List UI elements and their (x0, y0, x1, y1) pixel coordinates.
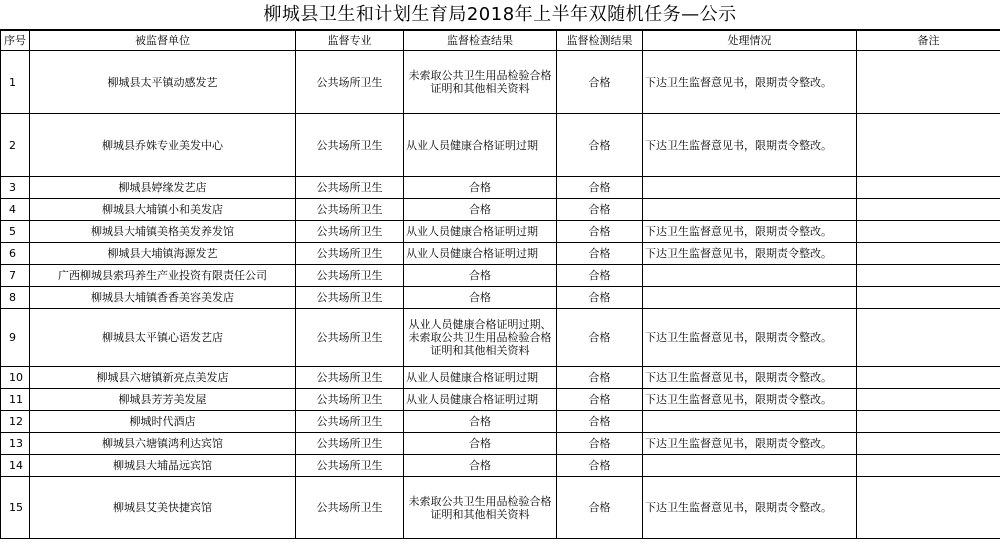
cell-detect[interactable]: 合格 (557, 367, 643, 389)
cell-no[interactable]: 14 (1, 455, 30, 477)
cell-major[interactable]: 公共场所卫生 (296, 367, 404, 389)
header-inspect[interactable]: 监督检查结果 (404, 31, 557, 51)
cell-detect[interactable]: 合格 (557, 433, 643, 455)
cell-remark[interactable] (857, 51, 1000, 114)
cell-handle[interactable] (643, 411, 857, 433)
cell-major[interactable]: 公共场所卫生 (296, 433, 404, 455)
cell-detect[interactable]: 合格 (557, 287, 643, 309)
cell-major[interactable]: 公共场所卫生 (296, 177, 404, 199)
cell-inspect[interactable]: 从业人员健康合格证明过期 (404, 221, 557, 243)
table-row (1, 309, 1000, 367)
cell-unit[interactable]: 柳城县大埔晶远宾馆 (30, 455, 296, 477)
cell-handle[interactable]: 下达卫生监督意见书，限期责令整改。 (643, 433, 857, 455)
cell-major[interactable]: 公共场所卫生 (296, 243, 404, 265)
cell-unit[interactable]: 柳城县芳芳美发屋 (30, 389, 296, 411)
table-row (1, 199, 1000, 221)
cell-inspect[interactable]: 合格 (404, 265, 557, 287)
cell-detect[interactable]: 合格 (557, 477, 643, 539)
cell-inspect[interactable]: 合格 (404, 287, 557, 309)
header-no[interactable]: 序号 (1, 31, 30, 51)
cell-unit[interactable]: 柳城县大埔镇小和美发店 (30, 199, 296, 221)
cell-remark[interactable] (857, 367, 1000, 389)
inspection-table (0, 30, 1000, 539)
cell-remark[interactable] (857, 177, 1000, 199)
cell-remark[interactable] (857, 411, 1000, 433)
cell-remark[interactable] (857, 265, 1000, 287)
cell-handle[interactable]: 下达卫生监督意见书，限期责令整改。 (643, 51, 857, 114)
table-row (1, 477, 1000, 539)
cell-no[interactable]: 12 (1, 411, 30, 433)
cell-no[interactable]: 7 (1, 265, 30, 287)
table-row (1, 221, 1000, 243)
cell-remark[interactable] (857, 287, 1000, 309)
cell-no[interactable]: 10 (1, 367, 30, 389)
header-row (1, 31, 1000, 51)
cell-no[interactable]: 5 (1, 221, 30, 243)
cell-inspect[interactable]: 合格 (404, 199, 557, 221)
table-row (1, 177, 1000, 199)
cell-unit[interactable]: 柳城时代酒店 (30, 411, 296, 433)
cell-detect[interactable]: 合格 (557, 265, 643, 287)
table-row (1, 433, 1000, 455)
cell-handle[interactable]: 下达卫生监督意见书，限期责令整改。 (643, 367, 857, 389)
table-row (1, 367, 1000, 389)
cell-unit[interactable]: 广西柳城县索玛养生产业投资有限责任公司 (30, 265, 296, 287)
cell-remark[interactable] (857, 221, 1000, 243)
cell-inspect[interactable]: 合格 (404, 177, 557, 199)
cell-remark[interactable] (857, 199, 1000, 221)
cell-handle[interactable] (643, 455, 857, 477)
cell-no[interactable]: 3 (1, 177, 30, 199)
table-row (1, 114, 1000, 177)
cell-major[interactable]: 公共场所卫生 (296, 389, 404, 411)
cell-remark[interactable] (857, 243, 1000, 265)
cell-handle[interactable] (643, 287, 857, 309)
cell-inspect[interactable]: 从业人员健康合格证明过期 (404, 114, 557, 177)
cell-detect[interactable]: 合格 (557, 221, 643, 243)
cell-major[interactable]: 公共场所卫生 (296, 411, 404, 433)
cell-major[interactable]: 公共场所卫生 (296, 199, 404, 221)
cell-unit[interactable]: 柳城县乔姝专业美发中心 (30, 114, 296, 177)
cell-remark[interactable] (857, 114, 1000, 177)
table-row (1, 287, 1000, 309)
cell-handle[interactable]: 下达卫生监督意见书，限期责令整改。 (643, 243, 857, 265)
cell-handle[interactable]: 下达卫生监督意见书，限期责令整改。 (643, 114, 857, 177)
cell-inspect[interactable]: 从业人员健康合格证明过期 (404, 243, 557, 265)
cell-inspect[interactable]: 未索取公共卫生用品检验合格证明和其他相关资料 (404, 477, 557, 539)
cell-detect[interactable]: 合格 (557, 455, 643, 477)
cell-no[interactable]: 1 (1, 51, 30, 114)
cell-handle[interactable] (643, 199, 857, 221)
cell-no[interactable]: 15 (1, 477, 30, 539)
cell-detect[interactable]: 合格 (557, 243, 643, 265)
cell-inspect[interactable]: 从业人员健康合格证明过期 (404, 367, 557, 389)
cell-handle[interactable] (643, 265, 857, 287)
cell-detect[interactable]: 合格 (557, 389, 643, 411)
cell-remark[interactable] (857, 433, 1000, 455)
cell-inspect[interactable]: 合格 (404, 411, 557, 433)
cell-detect[interactable]: 合格 (557, 199, 643, 221)
cell-major[interactable]: 公共场所卫生 (296, 51, 404, 114)
cell-inspect[interactable]: 未索取公共卫生用品检验合格证明和其他相关资料 (404, 51, 557, 114)
cell-major[interactable]: 公共场所卫生 (296, 287, 404, 309)
cell-unit[interactable]: 柳城县六塘镇新亮点美发店 (30, 367, 296, 389)
cell-unit[interactable]: 柳城县大埔镇美格美发养发馆 (30, 221, 296, 243)
cell-detect[interactable]: 合格 (557, 51, 643, 114)
cell-inspect[interactable]: 合格 (404, 433, 557, 455)
cell-unit[interactable]: 柳城县太平镇心语发艺店 (30, 309, 296, 367)
cell-inspect[interactable]: 合格 (404, 455, 557, 477)
cell-unit[interactable]: 柳城县大埔镇香香美容美发店 (30, 287, 296, 309)
cell-inspect[interactable]: 从业人员健康合格证明过期、未索取公共卫生用品检验合格证明和其他相关资料 (404, 309, 557, 367)
cell-major[interactable]: 公共场所卫生 (296, 455, 404, 477)
cell-handle[interactable] (643, 177, 857, 199)
header-handle[interactable]: 处理情况 (643, 31, 857, 51)
cell-remark[interactable] (857, 477, 1000, 539)
table-row (1, 51, 1000, 114)
cell-remark[interactable] (857, 389, 1000, 411)
table-row (1, 455, 1000, 477)
cell-no[interactable]: 9 (1, 309, 30, 367)
header-major[interactable]: 监督专业 (296, 31, 404, 51)
cell-unit[interactable]: 柳城县太平镇动感发艺 (30, 51, 296, 114)
cell-unit[interactable]: 柳城县婷缘发艺店 (30, 177, 296, 199)
cell-no[interactable]: 2 (1, 114, 30, 177)
cell-no[interactable]: 6 (1, 243, 30, 265)
cell-remark[interactable] (857, 309, 1000, 367)
cell-major[interactable]: 公共场所卫生 (296, 265, 404, 287)
table-row (1, 265, 1000, 287)
cell-major[interactable]: 公共场所卫生 (296, 114, 404, 177)
cell-unit[interactable]: 柳城县六塘镇鸿利达宾馆 (30, 433, 296, 455)
table-row (1, 389, 1000, 411)
cell-handle[interactable]: 下达卫生监督意见书，限期责令整改。 (643, 389, 857, 411)
cell-inspect[interactable]: 从业人员健康合格证明过期 (404, 389, 557, 411)
cell-detect[interactable]: 合格 (557, 309, 643, 367)
table-row (1, 411, 1000, 433)
cell-remark[interactable] (857, 455, 1000, 477)
header-detect[interactable]: 监督检测结果 (557, 31, 643, 51)
cell-no[interactable]: 11 (1, 389, 30, 411)
header-remark[interactable]: 备注 (857, 31, 1000, 51)
cell-major[interactable]: 公共场所卫生 (296, 477, 404, 539)
cell-detect[interactable]: 合格 (557, 411, 643, 433)
cell-no[interactable]: 13 (1, 433, 30, 455)
cell-handle[interactable]: 下达卫生监督意见书，限期责令整改。 (643, 221, 857, 243)
cell-handle[interactable]: 下达卫生监督意见书，限期责令整改。 (643, 309, 857, 367)
cell-no[interactable]: 4 (1, 199, 30, 221)
cell-detect[interactable]: 合格 (557, 177, 643, 199)
cell-detect[interactable]: 合格 (557, 114, 643, 177)
header-unit[interactable]: 被监督单位 (30, 31, 296, 51)
cell-major[interactable]: 公共场所卫生 (296, 221, 404, 243)
cell-handle[interactable]: 下达卫生监督意见书，限期责令整改。 (643, 477, 857, 539)
cell-no[interactable]: 8 (1, 287, 30, 309)
cell-major[interactable]: 公共场所卫生 (296, 309, 404, 367)
cell-unit[interactable]: 柳城县大埔镇海源发艺 (30, 243, 296, 265)
table-row (1, 243, 1000, 265)
sheet-title: 柳城县卫生和计划生育局2018年上半年双随机任务—公示 (0, 0, 1000, 30)
cell-unit[interactable]: 柳城县艾美快捷宾馆 (30, 477, 296, 539)
